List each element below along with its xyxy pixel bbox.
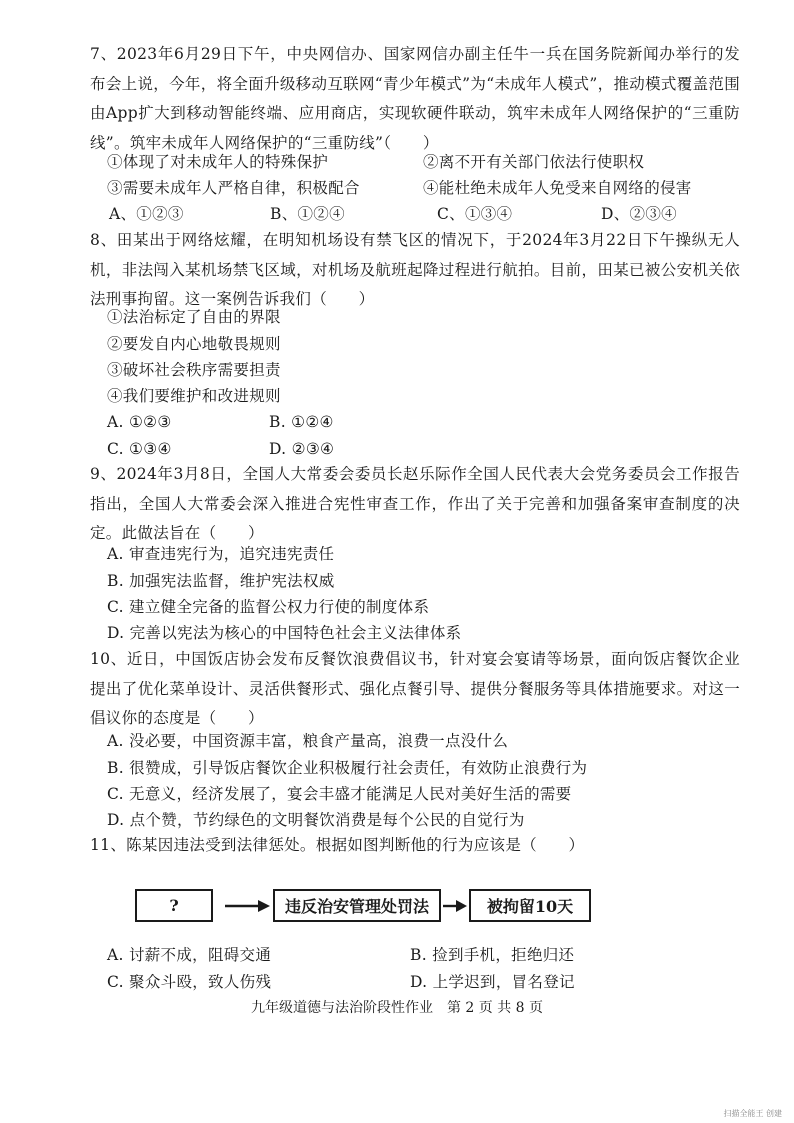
flow-arrow-1 — [225, 900, 270, 912]
q7-statement-3: ③需要未成年人严格自律，积极配合 — [107, 179, 360, 197]
q7-statement-4: ④能杜绝未成年人免受来自网络的侵害 — [423, 179, 692, 197]
q8-statement-4: ④我们要维护和改进规则 — [107, 387, 281, 405]
q9-option-b[interactable]: B. 加强宪法监督，维护宪法权威 — [107, 572, 335, 590]
q8-statement-2: ②要发自内心地敬畏规则 — [107, 335, 281, 353]
flow-arrow-2 — [443, 900, 467, 912]
q9-option-a[interactable]: A. 审查违宪行为，追究违宪责任 — [107, 545, 335, 563]
q8-option-c[interactable]: C. ①③④ — [107, 440, 172, 458]
question-11-stem: 11、陈某因违法受到法律惩处。根据如图判断他的行为应该是（ ） — [90, 836, 585, 854]
q11-option-a[interactable]: A. 讨薪不成，阻碍交通 — [107, 946, 272, 964]
flow-box-unknown: ? — [135, 889, 213, 922]
q10-option-b[interactable]: B. 很赞成，引导饭店餐饮企业积极履行社会责任，有效防止浪费行为 — [107, 759, 588, 777]
q7-statement-2: ②离不开有关部门依法行使职权 — [423, 153, 645, 171]
question-11 — [90, 831, 740, 861]
question-7-stem: 7、2023年6月29日下午，中央网信办、国家网信办副主任牛一兵在国务院新闻办举行的发布会上说，今年，将全面升级移动互联网“青少年模式”为“未成年人模式”，推动模式覆盖范围由App扩大到移动智能终端、应用商店，实现软硬件联动，筑牢未成年人网络保护的“三重防线”。筑牢未成年人网络保护的“三重防线”（ ） — [90, 45, 740, 152]
q8-statement-3: ③破坏社会秩序需要担责 — [107, 361, 281, 379]
q8-statement-1: ①法治标定了自由的界限 — [107, 308, 281, 326]
question-7 — [90, 40, 740, 158]
q10-option-a[interactable]: A. 没必要，中国资源丰富，粮食产量高，浪费一点没什么 — [107, 732, 509, 750]
q11-option-c[interactable]: C. 聚众斗殴，致人伤残 — [107, 973, 272, 991]
question-10 — [90, 645, 740, 734]
flow-box-penalty: 被拘留10天 — [469, 889, 591, 922]
q8-option-b[interactable]: B. ①②④ — [269, 413, 334, 431]
q8-option-a[interactable]: A. ①②③ — [107, 413, 172, 431]
q7-option-c[interactable]: C、①③④ — [437, 205, 513, 223]
scanner-watermark: 扫描全能王 创建 — [723, 1109, 782, 1118]
question-10-stem: 10、近日，中国饭店协会发布反餐饮浪费倡议书，针对宴会宴请等场景，面向饭店餐饮企业提出了优化菜单设计、灵活供餐形式、强化点餐引导、提供分餐服务等具体措施要求。对这一倡议你的态度是（ ） — [90, 650, 740, 727]
q10-option-d[interactable]: D. 点个赞，节约绿色的文明餐饮消费是每个公民的自觉行为 — [107, 811, 525, 829]
q9-option-c[interactable]: C. 建立健全完备的监督公权力行使的制度体系 — [107, 598, 430, 616]
q11-option-d[interactable]: D. 上学迟到，冒名登记 — [410, 973, 575, 991]
question-8-stem: 8、田某出于网络炫耀，在明知机场设有禁飞区的情况下，于2024年3月22日下午操纵无人机，非法闯入某机场禁飞区域，对机场及航班起降过程进行航拍。目前，田某已被公安机关依法刑事拘留。这一案例告诉我们（ ） — [90, 231, 740, 308]
question-8 — [90, 226, 740, 315]
q7-option-b[interactable]: B、①②④ — [270, 205, 345, 223]
page-footer: 九年级道德与法治阶段性作业 第 2 页 共 8 页 — [250, 1000, 544, 1016]
question-9 — [90, 460, 740, 549]
question-9-stem: 9、2024年3月8日，全国人大常委会委员长赵乐际作全国人民代表大会党务委员会工作报告指出，全国人大常委会深入推进合宪性审查工作，作出了关于完善和加强备案审查制度的决定。此做法旨在（ ） — [90, 465, 740, 542]
q10-option-c[interactable]: C. 无意义，经济发展了，宴会丰盛才能满足人民对美好生活的需要 — [107, 785, 572, 803]
q7-statement-1: ①体现了对未成年人的特殊保护 — [107, 153, 329, 171]
q7-option-a[interactable]: A、①②③ — [109, 205, 184, 223]
q7-option-d[interactable]: D、②③④ — [601, 205, 677, 223]
flow-box-violation: 违反治安管理处罚法 — [273, 889, 441, 922]
q11-option-b[interactable]: B. 捡到手机，拒绝归还 — [410, 946, 575, 964]
q8-option-d[interactable]: D. ②③④ — [269, 440, 335, 458]
q9-option-d[interactable]: D. 完善以宪法为核心的中国特色社会主义法律体系 — [107, 624, 462, 642]
